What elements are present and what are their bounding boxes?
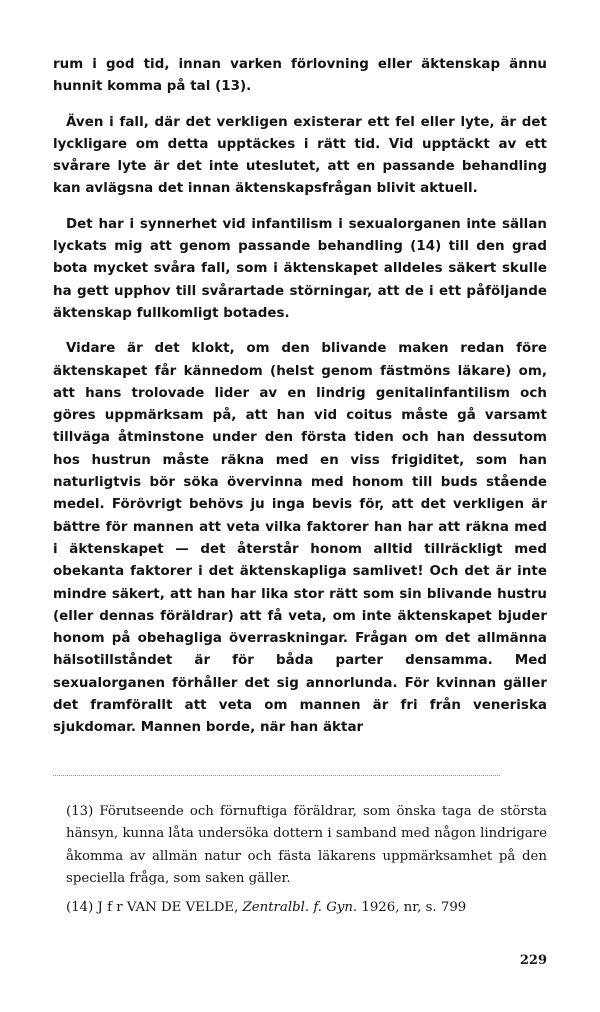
footnote-14-journal: Zentralbl. f. Gyn.: [242, 899, 358, 915]
footnotes: [66, 801, 547, 919]
footnote-13: [66, 801, 547, 891]
main-text: [53, 54, 547, 740]
page-number: 229: [519, 953, 547, 968]
footnote-14: [66, 897, 547, 919]
footnote-divider: [53, 775, 500, 776]
paragraph-3: Det har i synnerhet vid infantilism i sexualorganen inte sällan lyckats mig att genom passande behandling (14) till den grad bota mycket svåra fall, som i äktenskapet alldeles säkert skulle ha gett upphov till svårartade störningar, att de i ett påföljande äktenskap fullkomligt botades.: [53, 216, 547, 321]
paragraph-2: Även i fall, där det verkligen existerar ett fel eller lyte, är det lyckligare om detta upptäckes i rätt tid. Vid upptäckt av ett svårare lyte är det inte uteslutet, att en passande behandling kan avlägsna det innan äktenskapsfrågan blivit aktuell.: [53, 114, 547, 197]
paragraph-1: rum i god tid, innan varken förlovning eller äktenskap ännu hunnit komma på tal (13).: [53, 57, 547, 95]
footnote-14-prefix: J f r VAN DE VELDE,: [97, 899, 239, 915]
footnote-14-suffix: 1926, nr, s. 799: [361, 899, 467, 915]
footnote-14-number: (14): [66, 899, 94, 915]
paragraph-4: Vidare är det klokt, om den blivande maken redan före äktenskapet får kännedom (helst genom fästmöns läkare) om, att hans trolovade lider av en lindrig genitalinfantilism och göres uppmärksam på, att han vid coitus måste gå varsamt tillväga åtminstone under den första tiden och han dessutom hos hustrun måste räkna med en viss frigiditet, som han naturligtvis bör söka övervinna med honom till buds stående medel. Förövrigt behövs ju inga bevis för, att det verkligen är bättre för mannen att veta vilka faktorer han har att räkna med i äktenskapet — det återstår honom alltid tillräckligt med obekanta faktorer i det äktenskapliga samlivet! Och det är inte mindre säkert, att han har lika stor rätt som sin blivande hustru (eller dennas föräldrar) att få veta, om inte äktenskapet bjuder honom på obehagliga överraskningar. Frågan om det allmänna hälsotillståndet är för båda parter densamma. Med sexualorganen förhåller det sig annorlunda. För kvinnan gäller det framförallt att veta om mannen är fri från veneriska sjukdomar. Mannen borde, när han äktar: [53, 341, 547, 736]
footnote-13-text: Förutseende och förnuftiga föräldrar, som önska taga de största hänsyn, kunna låta undersöka dottern i samband med någon lindrigare åkomma av allmän natur och fästa läkarens uppmärksamhet på den speciella fråga, som saken gäller.: [66, 804, 547, 887]
footnote-13-number: (13): [66, 804, 94, 819]
